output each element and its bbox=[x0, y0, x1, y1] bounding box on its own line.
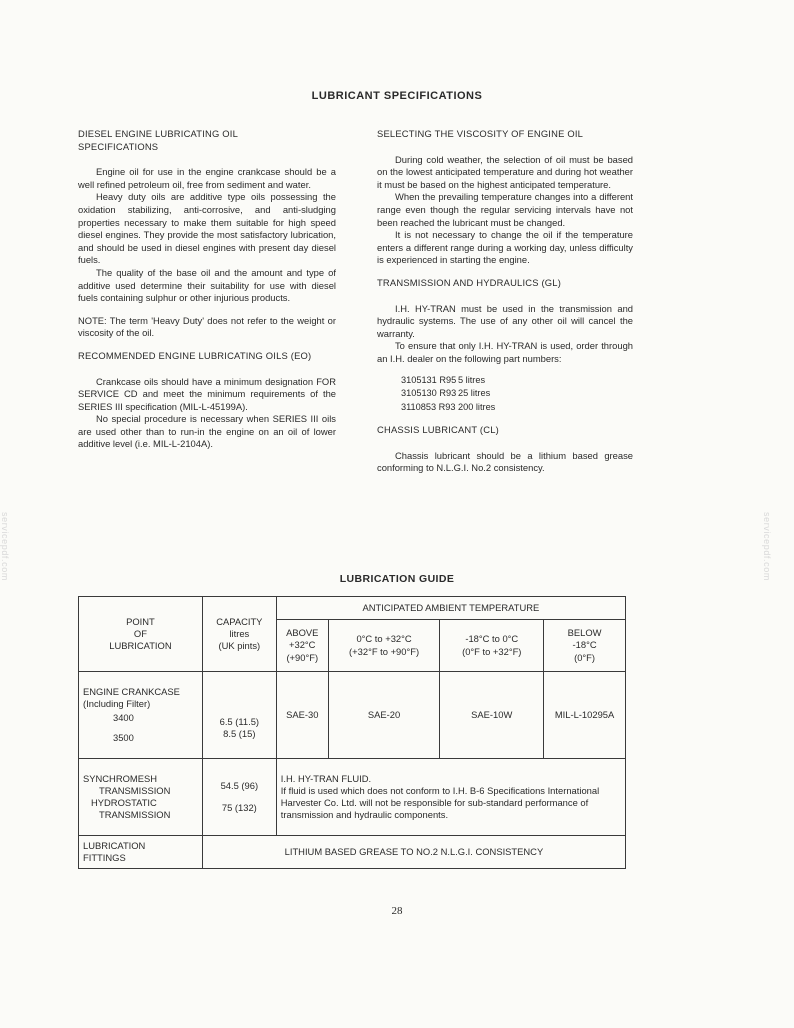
list-item: 3110853 R93 200 litres bbox=[401, 401, 496, 412]
engine-oil-below-minus18: MIL-L-10295A bbox=[544, 672, 626, 759]
heavy-duty-paragraph: Heavy duty oils are additive type oils possessing the oxidation stabilizing, anti-corrosive, and anti-sludging properties necessary to make them suitable for high speed diesel engines. They provide the most satisfactory lubrication, and should be used in diesel engines with present day diesel fuels. bbox=[78, 191, 336, 266]
engine-oil-0-to-32: SAE-20 bbox=[328, 672, 440, 759]
order-paragraph: To ensure that only I.H. HY-TRAN is used, order through an I.H. dealer on the following part numbers: bbox=[377, 340, 633, 364]
page-number: 28 bbox=[391, 905, 403, 917]
list-item: 3105130 R93 25 litres bbox=[401, 388, 491, 398]
capacity-header: CAPACITY litres (UK pints) bbox=[202, 597, 276, 672]
watermark-right: servicepdf.com bbox=[762, 512, 772, 581]
recommended-oils-heading: RECOMMENDED ENGINE LUBRICATING OILS (EO) bbox=[78, 349, 312, 361]
engine-oil-paragraph: Engine oil for use in the engine crankcase should be a well refined petroleum oil, free from sediment and water. bbox=[78, 166, 336, 190]
fittings-cell: LUBRICATION FITTINGS bbox=[79, 836, 203, 869]
engine-oil-above-32: SAE-30 bbox=[276, 672, 328, 759]
transmission-cell: SYNCHROMESH TRANSMISSION HYDROSTATIC TRANSMISSION bbox=[79, 759, 203, 836]
engine-capacity-cell: 6.5 (11.5) 8.5 (15) bbox=[202, 672, 276, 759]
table-row bbox=[79, 672, 626, 759]
temp-range-1: ABOVE +32°C (+90°F) bbox=[276, 620, 328, 672]
crankcase-oils-paragraph: Crankcase oils should have a minimum designation FOR SERVICE CD and meet the minimum requirements of the SERIES III specification (MIL-L-45199A). bbox=[78, 375, 336, 412]
transmission-heading: TRANSMISSION AND HYDRAULICS (GL) bbox=[377, 276, 562, 288]
table-header-row bbox=[79, 597, 626, 620]
fittings-value-cell: LITHIUM BASED GREASE TO NO.2 N.L.G.I. CONSISTENCY bbox=[202, 836, 625, 869]
diesel-oil-heading: DIESEL ENGINE LUBRICATING OIL SPECIFICATIONS bbox=[78, 128, 239, 152]
left-column bbox=[78, 128, 336, 451]
note-paragraph: NOTE: The term 'Heavy Duty' does not refer to the weight or viscosity of the oil. bbox=[78, 314, 336, 339]
temp-range-2: 0°C to +32°C (+32°F to +90°F) bbox=[328, 620, 440, 672]
chassis-heading: CHASSIS LUBRICANT (CL) bbox=[377, 424, 499, 435]
viscosity-heading: SELECTING THE VISCOSITY OF ENGINE OIL bbox=[377, 128, 584, 139]
page-title: LUBRICANT SPECIFICATIONS bbox=[311, 90, 483, 102]
base-oil-paragraph: The quality of the base oil and the amount and type of additive used determine their suitability for use with diesel fuels containing sulphur or other injurious products. bbox=[78, 266, 336, 304]
table-row bbox=[79, 836, 626, 869]
ambient-temperature-header: ANTICIPATED AMBIENT TEMPERATURE bbox=[276, 597, 625, 620]
hy-tran-fluid-cell: I.H. HY-TRAN FLUID. If fluid is used which does not conform to I.H. B-6 Specifications International Harvester Co. Ltd. will not be responsible for sub-standard performance of transmission and hydraulic components. bbox=[276, 759, 625, 836]
cold-weather-paragraph: During cold weather, the selection of oil must be based on the lowest anticipated temperature and during hot weather it must be based on the highest anticipated temperature. bbox=[377, 153, 633, 190]
temp-range-4: BELOW -18°C (0°F) bbox=[544, 620, 626, 672]
transmission-capacity-cell: 54.5 (96) 75 (132) bbox=[202, 759, 276, 836]
part-numbers-list bbox=[401, 374, 633, 415]
guide-title: LUBRICATION GUIDE bbox=[339, 573, 455, 585]
working-day-paragraph: It is not necessary to change the oil if the temperature enters a different range during a working day, unless difficulty is experienced in starting the engine. bbox=[377, 229, 633, 266]
engine-oil-minus18-to-0: SAE-10W bbox=[440, 672, 544, 759]
right-column bbox=[377, 128, 633, 475]
hy-tran-paragraph: I.H. HY-TRAN must be used in the transmission and hydraulic systems. The use of any other oil will cancel the warranty. bbox=[377, 302, 633, 339]
special-procedure-paragraph: No special procedure is necessary when SERIES III oils are used other than to run-in the engine on an oil of lower additive level (i.e. MIL-L-2104A). bbox=[78, 413, 336, 450]
chassis-paragraph: Chassis lubricant should be a lithium based grease conforming to N.L.G.I. No.2 consistency. bbox=[377, 449, 633, 474]
engine-crankcase-cell: ENGINE CRANKCASE (Including Filter) 3400 3500 bbox=[79, 672, 203, 759]
list-item: 3105131 R95 5 litres bbox=[401, 374, 486, 385]
watermark-left: servicepdf.com bbox=[0, 512, 10, 581]
temp-range-3: -18°C to 0°C (0°F to +32°F) bbox=[440, 620, 544, 672]
lubrication-guide-table bbox=[78, 596, 626, 869]
temperature-change-paragraph: When the prevailing temperature changes into a different range even though the regular servicing intervals have not been reached the lubricant must be changed. bbox=[377, 191, 633, 228]
point-header: POINT OF LUBRICATION bbox=[79, 597, 203, 672]
table-row bbox=[79, 759, 626, 836]
